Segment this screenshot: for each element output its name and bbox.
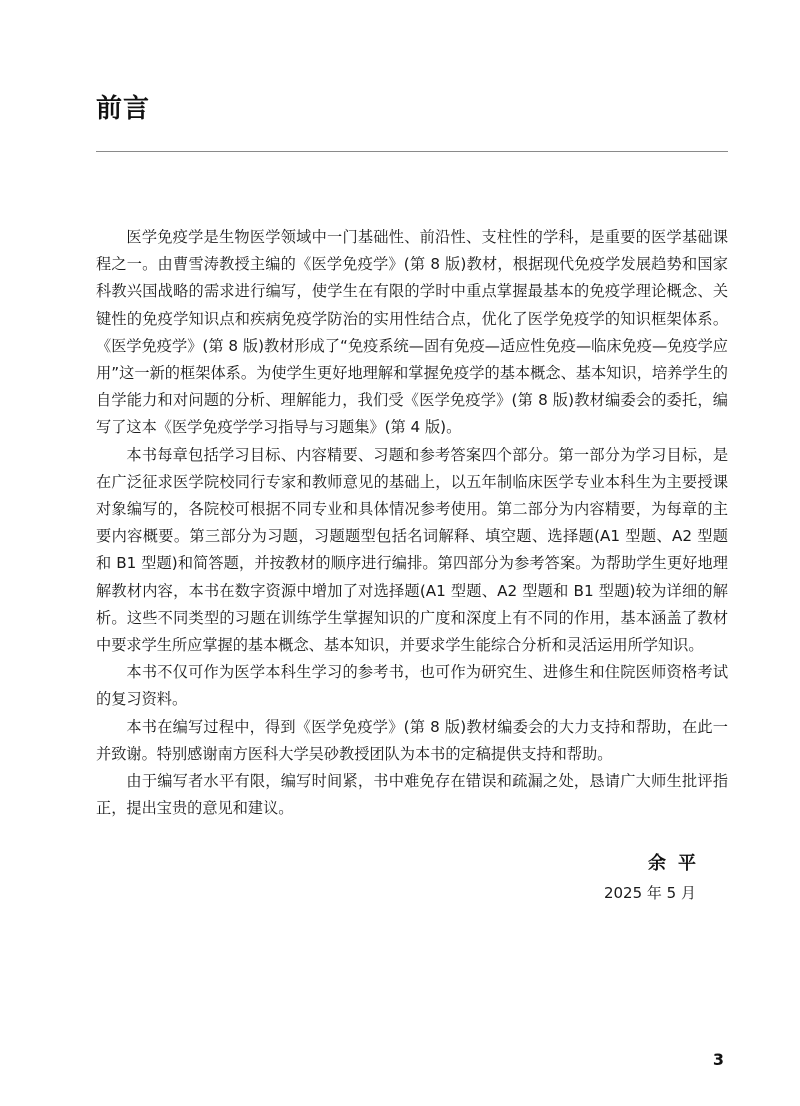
signature-date: 2025 年 5 月 xyxy=(603,884,696,902)
title-divider xyxy=(96,151,728,152)
paragraph-1: 医学免疫学是生物医学领域中一门基础性、前沿性、支柱性的学科，是重要的医学基础课程之一。由曹雪涛教授主编的《医学免疫学》(第 8 版)教材，根据现代免疫学发展趋势和国家科教兴国战略的需求进行编写，使学生在有限的学时中重点掌握最基本的免疫学理论概念、关键性的免疫学知识点和疾病免疫学防治的实用性结合点，优化了医学免疫学的知识框架体系。《医学免疫学》(第 8 版)教材形成了“免疫系统—固有免疫—适应性免疫—临床免疫—免疫学应用”这一新的框架体系。为使学生更好地理解和掌握免疫学的基本概念、基本知识，培养学生的自学能力和对问题的分析、理解能力，我们受《医学免疫学》(第 8 版)教材编委会的委托，编写了这本《医学免疫学学习指导与习题集》(第 4 版)。 xyxy=(96,228,728,437)
paragraph-3: 本书不仅可作为医学本科生学习的参考书，也可作为研究生、进修生和住院医师资格考试的复习资料。 xyxy=(96,663,728,709)
page-number: 3 xyxy=(712,1050,724,1069)
paragraph-5: 由于编写者水平有限，编写时间紧，书中难免存在错误和疏漏之处，恳请广大师生批评指正，提出宝贵的意见和建议。 xyxy=(96,772,728,818)
page-title: 前言 xyxy=(96,94,151,124)
preface-body xyxy=(96,224,728,822)
paragraph-4: 本书在编写过程中，得到《医学免疫学》(第 8 版)教材编委会的大力支持和帮助，在此一并致谢。特别感谢南方医科大学吴砂教授团队为本书的定稿提供支持和帮助。 xyxy=(96,717,728,763)
signature-block xyxy=(603,851,708,905)
paragraph-2: 本书每章包括学习目标、内容精要、习题和参考答案四个部分。第一部分为学习目标，是在广泛征求医学院校同行专家和教师意见的基础上，以五年制临床医学专业本科生为主要授课对象编写的，各院校可根据不同专业和具体情况参考使用。第二部分为内容精要，为每章的主要内容概要。第三部分为习题，习题题型包括名词解释、填空题、选择题(A1 型题、A2 型题和 B1 型题)和简答题，并按教材的顺序进行编排。第四部分为参考答案。为帮助学生更好地理解教材内容，本书在数字资源中增加了对选择题(A1 型题、A2 型题和 B1 型题)较为详细的解析。这些不同类型的习题在训练学生掌握知识的广度和深度上有不同的作用，基本涵盖了教材中要求学生所应掌握的基本概念、基本知识，并要求学生能综合分析和灵活运用所学知识。 xyxy=(96,445,728,655)
author-name: 余平 xyxy=(648,853,708,874)
